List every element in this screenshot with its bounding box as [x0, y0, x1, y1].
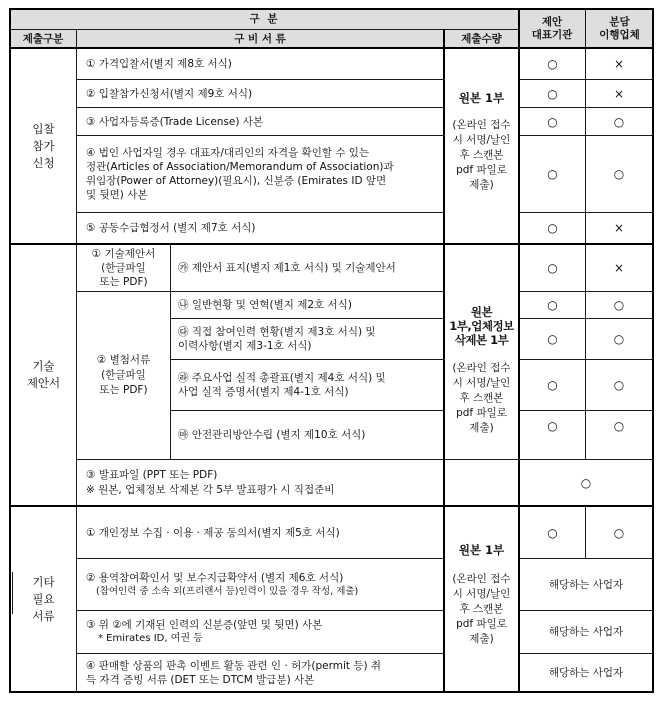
other-applicable-2: 해당하는 사업자 — [548, 578, 624, 591]
tech-item-da: ㉰ 직접 참여인력 현황(별지 제3호 서식) 및 이력사항(별지 제3-1호 서식) — [178, 326, 376, 352]
tech-mark-na-subcontract: ○ — [613, 298, 625, 312]
tech-mark-ma-proposer: ○ — [547, 419, 558, 433]
border-right — [652, 8, 654, 693]
other-item-3-cell — [86, 611, 441, 653]
tech-group-1: ① 기술제안서 (한글파일 또는 PDF) — [91, 248, 156, 288]
other-item-2-cell — [86, 559, 441, 610]
tech-mark-ga-subcontract: × — [613, 261, 625, 275]
other-item-3-note: * Emirates ID, 여권 등 — [98, 633, 203, 644]
bid-item-1: ① 가격입찰서(별지 제8호 서식) — [86, 58, 232, 70]
bid-quantity-main: 원본 1부 — [458, 91, 505, 105]
other-mark-1-subcontract: ○ — [613, 525, 625, 540]
tech-mark-ra-subcontract: ○ — [613, 378, 625, 392]
bid-mark-2-subcontract: × — [613, 86, 625, 101]
tech-quantity-note: (온라인 접수 시 서명/날인 후 스캔본 pdf 파일로 제출) — [452, 361, 511, 434]
tech-mark-da-proposer: ○ — [547, 332, 558, 346]
other-mark-1-proposer: ○ — [547, 525, 558, 540]
bid-item-2: ② 입찰참가신청서(별지 제9호 서식) — [86, 87, 253, 100]
header-submit-class: 제출구분 — [22, 32, 64, 45]
tech-item-ma: ㉲ 안전관리방안수립 (별지 제10호 서식) — [178, 429, 366, 441]
other-quantity-note: (온라인 접수 시 서명/날인 후 스캔본 pdf 파일로 제출) — [452, 572, 511, 645]
bid-item-4: ④ 법인 사업자일 경우 대표자/대리인의 자격을 확인할 수 있는 정관(Articles of Association/Memorandum of Association)과 위임장(Power of Attorney)(필요시), 신분증 (Emirates ID 앞면 및 뒷면) 사본 — [86, 147, 394, 201]
tech-mark-da-subcontract: ○ — [613, 332, 625, 346]
tech-mark-ra-proposer: ○ — [547, 378, 558, 392]
header-category: 구 분 — [249, 13, 280, 25]
bid-quantity-note: (온라인 접수 시 서명/날인 후 스캔본 pdf 파일로 제출) — [452, 118, 511, 191]
other-applicable-4: 해당하는 사업자 — [548, 666, 624, 679]
tech-item-ra: ㉱ 주요사업 실적 총괄표(별지 제4호 서식) 및 사업 실적 증명서(별지 제4-1호 서식) — [178, 372, 386, 398]
header-proposer: 제안 대표기관 — [531, 15, 573, 41]
bid-mark-4-subcontract: ○ — [613, 167, 625, 181]
other-item-4: ④ 판매할 상품의 판촉 이벤트 활동 관련 인 · 허가(permit 등) 취 득 자격 증빙 서류 (DET 또는 DTCM 발급분) 사본 — [86, 659, 382, 686]
header-subcontract: 분담 이행업체 — [599, 15, 640, 41]
tech-mark-na-proposer: ○ — [547, 298, 558, 312]
tech-mark-item3: ○ — [580, 475, 592, 490]
other-applicable-3: 해당하는 사업자 — [548, 626, 624, 638]
other-quantity-main: 원본 1부 — [458, 543, 505, 557]
header-documents: 구 비 서 류 — [234, 32, 286, 45]
tech-item-3: ③ 발표파일 (PPT 또는 PDF) ※ 원본, 업체정보 삭제본 각 5부 발표평가 시 직접준비 — [86, 468, 335, 496]
bid-mark-2-proposer: ○ — [547, 86, 558, 101]
bid-mark-4-proposer: ○ — [547, 167, 558, 181]
rule — [12, 572, 13, 614]
bid-mark-3-proposer: ○ — [547, 114, 558, 129]
tech-quantity-main: 원본 1부,업체정보 삭제본 1부 — [449, 305, 514, 347]
section-label-tech: 기술 제안서 — [26, 359, 61, 390]
bid-item-5: ⑤ 공동수급협정서 (별지 제7호 서식) — [86, 222, 256, 234]
bid-mark-3-subcontract: ○ — [613, 114, 625, 129]
tech-item-ga: ㉮ 제안서 표지(별지 제1호 서식) 및 기술제안서 — [178, 262, 396, 274]
other-item-1: ① 개인정보 수집 · 이용 · 제공 동의서(별지 제5호 서식) — [86, 526, 340, 539]
bid-mark-5-subcontract: × — [613, 221, 625, 235]
bid-item-3: ③ 사업자등록증(Trade License) 사본 — [86, 115, 264, 128]
header-quantity: 제출수량 — [461, 32, 502, 45]
other-item-2: ② 용역참여확인서 및 보수지급확약서 (별지 제6호 서식) — [86, 571, 344, 584]
tech-mark-ga-proposer: ○ — [547, 261, 558, 275]
bid-mark-1-proposer: ○ — [547, 57, 558, 71]
section-label-other: 기타 필요 서류 — [32, 574, 55, 623]
border-top — [9, 8, 654, 10]
other-item-3: ③ 위 ②에 기재된 인력의 신분증(앞면 및 뒷면) 사본 — [86, 619, 323, 631]
other-item-2-note: (참여인력 중 소속 외(프리랜서 등)인력이 있을 경우 작성, 제출) — [96, 585, 359, 597]
section-label-bid: 입찰 참가 신청 — [32, 121, 55, 170]
bid-mark-1-subcontract: × — [613, 57, 625, 71]
tech-mark-ma-subcontract: ○ — [613, 419, 625, 433]
border-bottom — [9, 691, 654, 693]
tech-group-2: ② 별첨서류 (한글파일 또는 PDF) — [96, 354, 151, 396]
rule — [170, 245, 171, 460]
tech-item-na: ㉯ 일반현황 및 연혁(별지 제2호 서식) — [178, 299, 352, 311]
bid-mark-5-proposer: ○ — [547, 221, 558, 235]
